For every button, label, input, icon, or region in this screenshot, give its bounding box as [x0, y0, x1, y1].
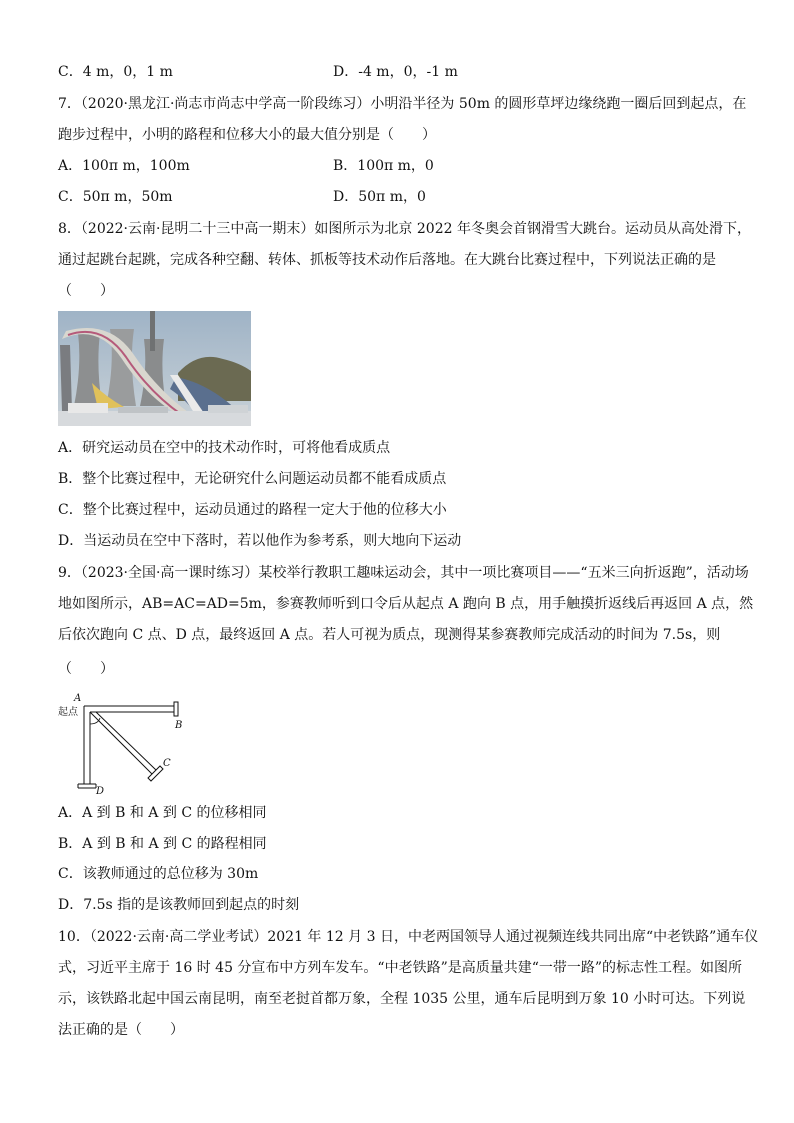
q9-stem-line-1: 9．（2023·全国·高一课时练习）某校举行教职工趣味运动会，其中一项比赛项目——“五米三向折返跑”，活动场 — [58, 565, 749, 581]
q10-stem-line-3: 示，该铁路北起中国云南昆明，南至老挝首都万象，全程 1035 公里，通车后昆明到万象 10 小时可达。下列说 — [58, 991, 746, 1007]
q8-option-c: C．整个比赛过程中，运动员通过的路程一定大于他的位移大小 — [58, 502, 447, 518]
q9-option-c: C．该教师通过的总位移为 30m — [58, 866, 259, 882]
q9-stem-line-3: 后依次跑向 C 点、D 点，最终返回 A 点。若人可视为质点，现测得某参赛教师完成活动的时间为 7.5s，则 — [58, 627, 721, 643]
label-d: D — [96, 786, 105, 795]
q9-option-d: D．7.5s 指的是该教师回到起点的时刻 — [58, 897, 300, 913]
q8-option-b: B．整个比赛过程中，无论研究什么问题运动员都不能看成质点 — [58, 471, 447, 487]
q9-option-a: A．A 到 B 和 A 到 C 的位移相同 — [58, 805, 267, 821]
q9-stem-line-2: 地如图所示，AB=AC=AD=5m，参赛教师听到口令后从起点 A 跑向 B 点，用手触摸折返线后再返回 A 点，然 — [58, 596, 754, 612]
q7-option-b: B．100π m，0 — [333, 158, 434, 174]
q7-stem-line-2: 跑步过程中，小明的路程和位移大小的最大值分别是（ ） — [58, 127, 436, 143]
q8-stem-line-2: 通过起跳台起跳，完成各种空翻、转体、抓板等技术动作后落地。在大跳台比赛过程中，下列说法正确的是 — [58, 252, 716, 268]
ski-jump-photo — [58, 311, 251, 426]
label-a: A — [74, 693, 82, 704]
q8-stem-line-3: （ ） — [58, 283, 114, 299]
q6-option-d: D．-4 m，0，-1 m — [333, 64, 458, 80]
label-b: B — [175, 720, 183, 731]
q6-option-c: C．4 m，0，1 m — [58, 64, 173, 80]
q7-option-a: A．100π m，100m — [58, 158, 190, 174]
shuttle-run-diagram — [56, 690, 186, 795]
q7-stem-line-1: 7．（2020·黑龙江·尚志市尚志中学高一阶段练习）小明沿半径为 50m 的圆形草坪边缘绕跑一圈后回到起点，在 — [58, 96, 747, 112]
q10-stem-line-4: 法正确的是（ ） — [58, 1022, 184, 1038]
q8-option-a: A．研究运动员在空中的技术动作时，可将他看成质点 — [58, 440, 391, 456]
label-c: C — [163, 758, 171, 769]
q9-option-b: B．A 到 B 和 A 到 C 的路程相同 — [58, 836, 267, 852]
q7-option-d: D．50π m，0 — [333, 189, 426, 205]
label-start: 起点 — [58, 707, 78, 718]
q9-stem-line-4: （ ） — [58, 661, 114, 677]
q8-option-d: D．当运动员在空中下落时，若以他作为参考系，则大地向下运动 — [58, 533, 462, 549]
q10-stem-line-2: 式，习近平主席于 16 时 45 分宣布中方列车发车。“中老铁路”是高质量共建“一带一路”的标志性工程。如图所 — [58, 960, 743, 976]
q7-option-c: C．50π m，50m — [58, 189, 173, 205]
q10-stem-line-1: 10．（2022·云南·高二学业考试）2021 年 12 月 3 日，中老两国领导人通过视频连线共同出席“中老铁路”通车仪 — [58, 929, 759, 945]
q8-stem-line-1: 8．（2022·云南·昆明二十三中高一期末）如图所示为北京 2022 年冬奥会首钢滑雪大跳台。运动员从高处滑下， — [58, 221, 751, 237]
